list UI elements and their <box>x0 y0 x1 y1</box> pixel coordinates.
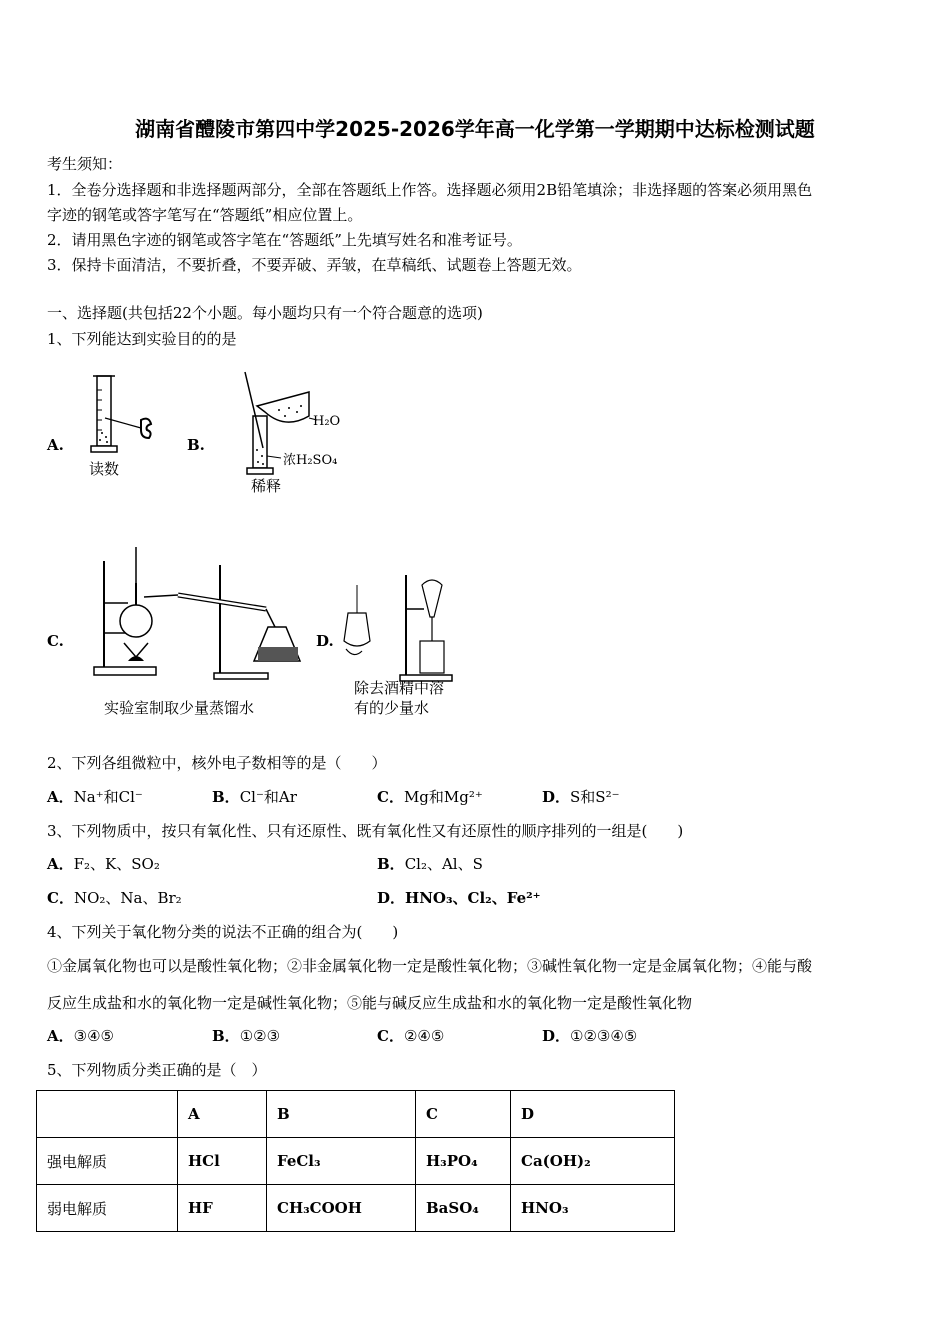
q2-option-c: C．Mg和Mg²⁺ <box>377 788 483 806</box>
table-header-cell <box>37 1091 178 1138</box>
q3-option-a: A．F₂、K、SO₂ <box>47 855 160 873</box>
q3-option-c: C．NO₂、Na、Br₂ <box>47 889 182 907</box>
figure-b-dilution <box>235 370 355 495</box>
notice-line-3: 3．保持卡面清洁，不要折叠，不要弄破、弄皱，在草稿纸、试题卷上答题无效。 <box>47 256 582 274</box>
table-cell: HCl <box>178 1138 267 1185</box>
question-5-stem: 5、下列物质分类正确的是（ ） <box>47 1061 267 1079</box>
notice-line-2: 2．请用黑色字迹的钢笔或答字笔在“答题纸”上先填写姓名和准考证号。 <box>47 231 522 249</box>
classification-table <box>36 1090 675 1232</box>
figure-a-caption: 读数 <box>89 460 120 478</box>
table-cell: HF <box>178 1185 267 1232</box>
question-4-body-2: 反应生成盐和水的氧化物一定是碱性氧化物；⑤能与碱反应生成盐和水的氧化物一定是酸性氧化物 <box>47 994 693 1012</box>
q4-option-c: C．②④⑤ <box>377 1027 445 1045</box>
table-header-row <box>37 1091 675 1138</box>
q4-option-d: D．①②③④⑤ <box>542 1027 638 1045</box>
notice-line-1b: 字迹的钢笔或答字笔写在“答题纸”相应位置上。 <box>47 206 363 224</box>
table-header-cell: B <box>267 1091 416 1138</box>
q2-option-a: A．Na⁺和Cl⁻ <box>47 788 143 806</box>
table-header-cell: C <box>416 1091 511 1138</box>
figure-c-distillation <box>90 543 310 723</box>
table-row <box>37 1138 675 1185</box>
figure-d-caption-2: 有的少量水 <box>354 699 430 717</box>
option-a-label: A. <box>47 436 64 454</box>
figure-c-caption: 实验室制取少量蒸馏水 <box>104 699 255 717</box>
table-cell: 弱电解质 <box>37 1185 178 1232</box>
q3-option-b: B．Cl₂、Al、S <box>377 855 483 873</box>
figure-b-water-label: H₂O <box>313 414 341 429</box>
figure-a-graduated-cylinder <box>85 370 175 485</box>
question-4-body-1: ①金属氧化物也可以是酸性氧化物；②非金属氧化物一定是酸性氧化物；③碱性氧化物一定是金属氧化物；④能与酸 <box>47 957 813 975</box>
notice-heading: 考生须知： <box>47 155 123 173</box>
q4-option-b: B．①②③ <box>212 1027 281 1045</box>
figure-d-caption-1: 除去酒精中溶 <box>354 679 445 697</box>
figure-b-acid-label: 浓H₂SO₄ <box>283 453 338 468</box>
option-b-label: B. <box>187 436 205 454</box>
table-header-cell: D <box>511 1091 675 1138</box>
option-c-label: C. <box>47 632 64 650</box>
table-header-cell: A <box>178 1091 267 1138</box>
table-cell: HNO₃ <box>511 1185 675 1232</box>
q2-option-b: B．Cl⁻和Ar <box>212 788 297 806</box>
table-row <box>37 1185 675 1232</box>
table-cell: Ca(OH)₂ <box>511 1138 675 1185</box>
table-cell: FeCl₃ <box>267 1138 416 1185</box>
figure-b-caption: 稀释 <box>251 477 282 495</box>
question-1-stem: 1、下列能达到实验目的的是 <box>47 330 237 348</box>
q4-option-a: A．③④⑤ <box>47 1027 114 1045</box>
table-cell: H₃PO₄ <box>416 1138 511 1185</box>
notice-line-1a: 1．全卷分选择题和非选择题两部分，全部在答题纸上作答。选择题必须用2B铅笔填涂；非选择题的答案必须用黑色 <box>47 181 813 199</box>
question-3-stem: 3、下列物质中，按只有氧化性、只有还原性、既有氧化性又有还原性的顺序排列的一组是( ) <box>47 822 684 840</box>
question-2-stem: 2、下列各组微粒中，核外电子数相等的是（ ） <box>47 754 387 772</box>
q3-option-d: D．HNO₃、Cl₂、Fe²⁺ <box>377 889 541 907</box>
question-4-stem: 4、下列关于氧化物分类的说法不正确的组合为( ) <box>47 923 399 941</box>
table-cell: 强电解质 <box>37 1138 178 1185</box>
q2-option-d: D．S和S²⁻ <box>542 788 620 806</box>
section-heading: 一、选择题(共包括22个小题。每小题均只有一个符合题意的选项) <box>47 304 483 322</box>
page-title: 湖南省醴陵市第四中学2025-2026学年高一化学第一学期期中达标检测试题 <box>135 117 815 141</box>
option-d-label: D. <box>316 632 334 650</box>
table-cell: BaSO₄ <box>416 1185 511 1232</box>
figure-d-separatory-funnel <box>340 565 460 720</box>
table-cell: CH₃COOH <box>267 1185 416 1232</box>
